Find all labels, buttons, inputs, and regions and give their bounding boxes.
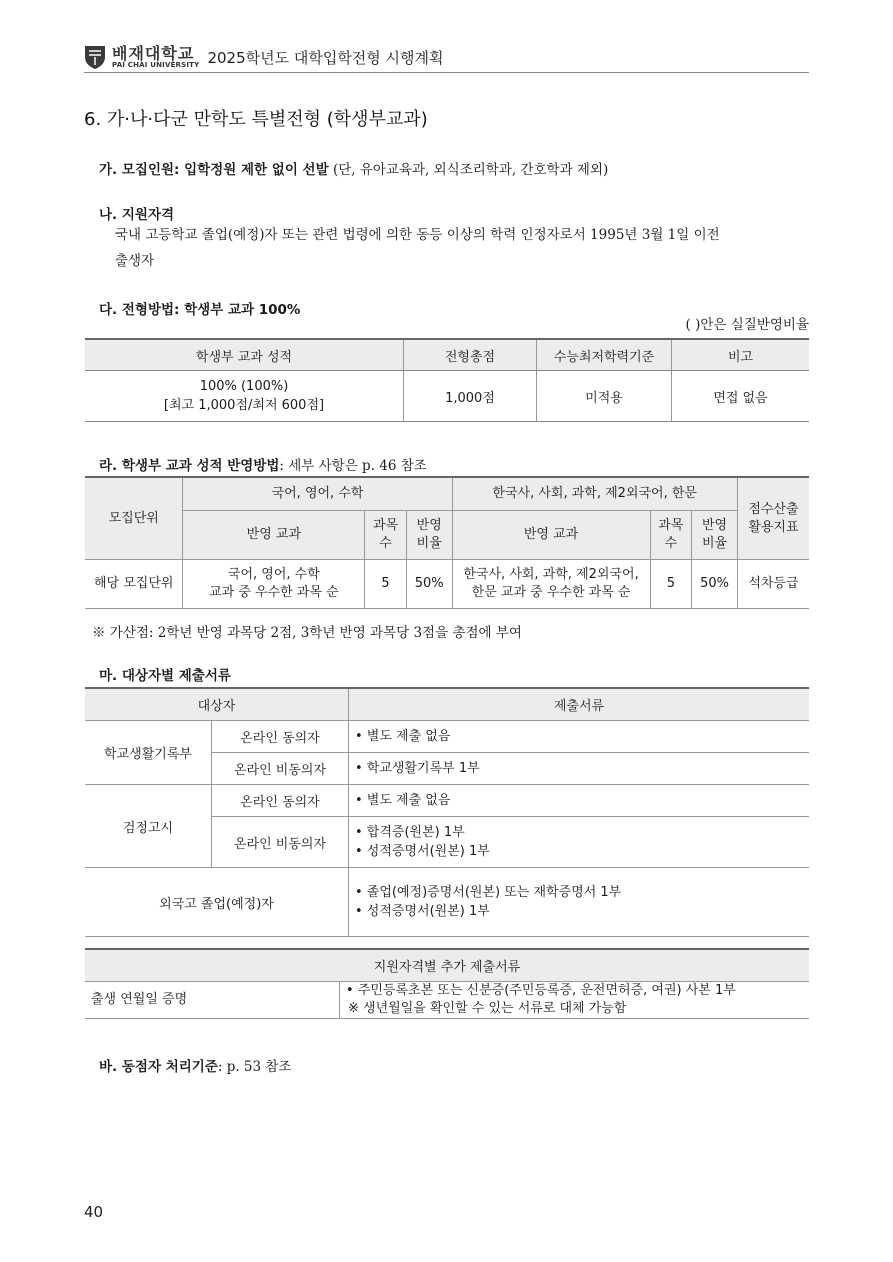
header-total: 전형총점 bbox=[404, 339, 537, 371]
table-row bbox=[85, 721, 809, 753]
g2-ratio-line-2: 비율 bbox=[701, 536, 728, 551]
score-line-2: [최고 1,000점/최저 600점] bbox=[163, 398, 325, 413]
cell-nonconsent: 온라인 비동의자 bbox=[212, 817, 349, 868]
header-divider bbox=[84, 72, 809, 73]
table-row bbox=[85, 371, 809, 422]
page-number: 40 bbox=[84, 1203, 104, 1221]
header-csat: 수능최저학력기준 bbox=[537, 339, 672, 371]
da-label: 다. 전형방법: 학생부 교과 100% bbox=[99, 302, 301, 318]
score-line-1: 100% (100%) bbox=[199, 379, 289, 394]
g1-count-line-2: 수 bbox=[379, 536, 392, 551]
table-header-row bbox=[85, 477, 809, 511]
na-line-1: 국내 고등학교 졸업(예정)자 또는 관련 법령에 의한 동등 이상의 학력 인정자로서 1995년 3월 1일 이전 bbox=[115, 227, 720, 243]
doc-grade-cert-2: • 성적증명서(원본) 1부 bbox=[355, 904, 490, 919]
cell-doc-none: • 별도 제출 없음 bbox=[349, 721, 810, 753]
header-group-2: 한국사, 사회, 과학, 제2외국어, 한문 bbox=[452, 477, 737, 511]
logo-english: PAI CHAI UNIVERSITY bbox=[112, 60, 200, 69]
ra-suffix: : 세부 사항은 p. 46 참조 bbox=[279, 458, 427, 474]
ga-note: (단, 유아교육과, 외식조리학과, 간호학과 제외) bbox=[332, 162, 609, 178]
na-line-2: 출생자 bbox=[115, 253, 155, 269]
ga-label: 가. 모집인원: 입학정원 제한 없이 선발 bbox=[99, 162, 329, 178]
cell-g1-ratio: 50% bbox=[406, 560, 452, 609]
g2-count-line-2: 수 bbox=[664, 536, 678, 551]
university-shield-icon bbox=[84, 44, 106, 70]
logo-korean: 배재대학교 bbox=[112, 43, 195, 63]
header-target: 대상자 bbox=[85, 688, 349, 721]
cell-ged: 검정고시 bbox=[85, 785, 212, 868]
header-g2-ratio bbox=[692, 511, 738, 560]
cell-doc-foreign bbox=[349, 868, 810, 937]
da-note: ( )안은 실질반영비율 bbox=[685, 317, 809, 333]
g1-subject-line-1: 국어, 영어, 수학 bbox=[227, 567, 320, 582]
header-g2-subject: 반영 교과 bbox=[452, 511, 650, 560]
cell-g2-ratio: 50% bbox=[692, 560, 738, 609]
cell-doc-none: • 별도 제출 없음 bbox=[349, 785, 810, 817]
header-group-1: 국어, 영어, 수학 bbox=[183, 477, 452, 511]
header-documents: 제출서류 bbox=[349, 688, 810, 721]
cell-consent: 온라인 동의자 bbox=[212, 721, 349, 753]
score-index-line-1: 점수산출 bbox=[748, 501, 799, 517]
table-header-row bbox=[85, 339, 809, 371]
required-documents-table bbox=[85, 687, 809, 937]
header-g1-ratio bbox=[406, 511, 452, 560]
cell-g2-subject bbox=[452, 560, 650, 609]
section-title: 6. 가·나·다군 만학도 특별전형 (학생부교과) bbox=[84, 109, 428, 130]
cell-birth-docs bbox=[340, 982, 810, 1019]
page-header bbox=[84, 40, 444, 74]
subsection-ga bbox=[99, 158, 608, 178]
header-unit: 모집단위 bbox=[85, 477, 183, 560]
ra-label: 라. 학생부 교과 성적 반영방법 bbox=[99, 458, 280, 474]
table-row bbox=[85, 560, 809, 609]
doc-grade-cert: • 성적증명서(원본) 1부 bbox=[355, 844, 490, 859]
cell-g2-count: 5 bbox=[650, 560, 692, 609]
cell-total: 1,000점 bbox=[404, 371, 537, 422]
table-row bbox=[85, 868, 809, 937]
additional-documents-table bbox=[85, 948, 809, 1019]
header-title: 2025학년도 대학입학전형 시행계획 bbox=[207, 48, 444, 67]
cell-nonconsent: 온라인 비동의자 bbox=[212, 753, 349, 785]
header-g2-count bbox=[650, 511, 692, 560]
cell-foreign: 외국고 졸업(예정)자 bbox=[85, 868, 349, 937]
cell-score-index: 석차등급 bbox=[737, 560, 809, 609]
g1-subject-line-2: 교과 중 우수한 과목 순 bbox=[209, 585, 339, 600]
g2-count-line-1: 과목 bbox=[658, 518, 684, 533]
cell-score bbox=[85, 371, 404, 422]
header-score-index bbox=[737, 477, 809, 560]
cell-unit: 해당 모집단위 bbox=[85, 560, 183, 609]
ra-bonus-note: ※ 가산점: 2학년 반영 과목당 2점, 3학년 반영 과목당 3점을 총점에 부여 bbox=[92, 625, 522, 641]
g2-ratio-line-1: 반영 bbox=[701, 518, 728, 533]
ba-label: 바. 동점자 처리기준 bbox=[99, 1059, 218, 1075]
selection-method-table bbox=[85, 338, 809, 422]
g2-subject-line-2: 한문 교과 중 우수한 과목 순 bbox=[471, 585, 631, 600]
header-g1-subject: 반영 교과 bbox=[183, 511, 365, 560]
table-header-row bbox=[85, 688, 809, 721]
grade-reflection-table bbox=[85, 476, 809, 609]
g1-count-line-1: 과목 bbox=[372, 518, 399, 533]
university-logo-text bbox=[112, 43, 200, 69]
header-g1-count bbox=[365, 511, 407, 560]
g2-subject-line-1: 한국사, 사회, 과학, 제2외국어, bbox=[463, 567, 639, 582]
cell-doc-ged bbox=[349, 817, 810, 868]
cell-birth-proof: 출생 연월일 증명 bbox=[85, 982, 340, 1019]
header-note: 비고 bbox=[672, 339, 810, 371]
doc-resident-copy: • 주민등록초본 또는 신분증(주민등록증, 운전면허증, 여권) 사본 1부 bbox=[346, 983, 736, 998]
cell-g1-subject bbox=[183, 560, 365, 609]
doc-grad-cert: • 졸업(예정)증명서(원본) 또는 재학증명서 1부 bbox=[355, 885, 622, 900]
ma-label: 마. 대상자별 제출서류 bbox=[99, 668, 231, 684]
header-score: 학생부 교과 성적 bbox=[85, 339, 404, 371]
doc-pass-cert: • 합격증(원본) 1부 bbox=[355, 825, 465, 840]
cell-note: 면접 없음 bbox=[672, 371, 810, 422]
subsection-ba bbox=[99, 1055, 291, 1075]
cell-g1-count: 5 bbox=[365, 560, 407, 609]
score-index-line-2: 활용지표 bbox=[748, 519, 799, 535]
g1-ratio-line-1: 반영 bbox=[416, 518, 442, 533]
header-additional: 지원자격별 추가 제출서류 bbox=[85, 949, 809, 982]
table-row bbox=[85, 785, 809, 817]
cell-consent: 온라인 동의자 bbox=[212, 785, 349, 817]
doc-substitute-note: ※ 생년월일을 확인할 수 있는 서류로 대체 가능함 bbox=[348, 1001, 627, 1016]
cell-csat: 미적용 bbox=[537, 371, 672, 422]
table-subheader-row bbox=[85, 511, 809, 560]
ba-suffix: : p. 53 참조 bbox=[217, 1059, 292, 1075]
g1-ratio-line-2: 비율 bbox=[416, 536, 442, 551]
na-text bbox=[115, 222, 810, 274]
table-row bbox=[85, 982, 809, 1019]
subsection-ra bbox=[99, 454, 427, 474]
table-header-row bbox=[85, 949, 809, 982]
cell-doc-record: • 학교생활기록부 1부 bbox=[349, 753, 810, 785]
cell-school-record: 학교생활기록부 bbox=[85, 721, 212, 785]
na-label: 나. 지원자격 bbox=[99, 207, 175, 223]
